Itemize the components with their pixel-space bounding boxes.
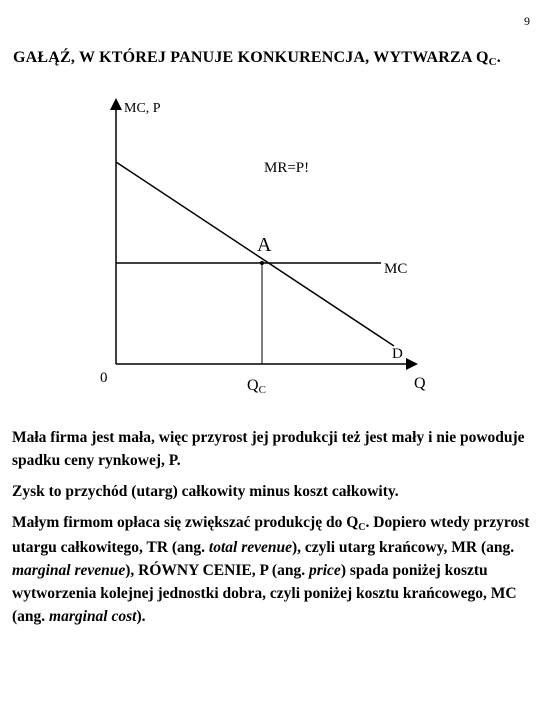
page-number: 9 — [524, 14, 530, 28]
paragraph-3 — [12, 511, 532, 628]
x-axis-label: Q — [414, 375, 426, 392]
p3-part-d: ), RÓWNY CENIE, P (ang. — [125, 562, 309, 579]
explanation-text — [12, 426, 532, 636]
page-heading — [13, 46, 533, 71]
y-axis-label: MC, P — [124, 101, 161, 116]
equilibrium-point — [260, 261, 264, 265]
origin-label: 0 — [100, 370, 108, 386]
p3-part-c: ), czyli utarg krańcowy, MR (ang. — [292, 539, 515, 556]
qc-label-main: Q — [247, 377, 259, 394]
heading-subscript: C — [488, 56, 497, 68]
qc-label — [247, 377, 266, 396]
qc-label-sub: C — [258, 384, 266, 396]
p3-subscript: C — [358, 522, 366, 533]
point-a-label: A — [257, 234, 272, 256]
p3-marginal-cost: marginal cost — [49, 608, 137, 625]
heading-end: . — [496, 49, 501, 66]
paragraph-2: Zysk to przychód (utarg) całkowity minus koszt całkowity. — [12, 483, 399, 500]
demand-line — [116, 162, 394, 346]
mc-label: MC — [384, 261, 408, 277]
p3-price: price — [308, 562, 341, 579]
competition-diagram — [0, 90, 540, 410]
p3-total-revenue: total revenue — [208, 539, 293, 556]
p3-part-f: ). — [136, 608, 146, 625]
mr-label: MR=P! — [264, 160, 310, 176]
p3-marginal-revenue: marginal revenue — [12, 562, 126, 579]
paragraph-1: Mała firma jest mała, więc przyrost jej produkcji też jest mały i nie powoduje spadku ceny rynkowej, P. — [12, 429, 525, 469]
p3-part-e: ) spada poniżej kosztu wytworzenia kolejnej jednostki dobra, czyli poniżej kosztu krańcowego, MC (ang. — [12, 562, 517, 625]
p3-part-a: Małym firmom opłaca się zwiększać produkcję do Q — [12, 514, 359, 531]
heading-text: GAŁĄŹ, W KTÓREJ PANUJE KONKURENCJA, WYTWARZA Q — [13, 49, 489, 66]
demand-label: D — [392, 346, 403, 362]
p3-part-b: . Dopiero wtedy przyrost utargu całkowitego, TR (ang. — [12, 514, 530, 556]
